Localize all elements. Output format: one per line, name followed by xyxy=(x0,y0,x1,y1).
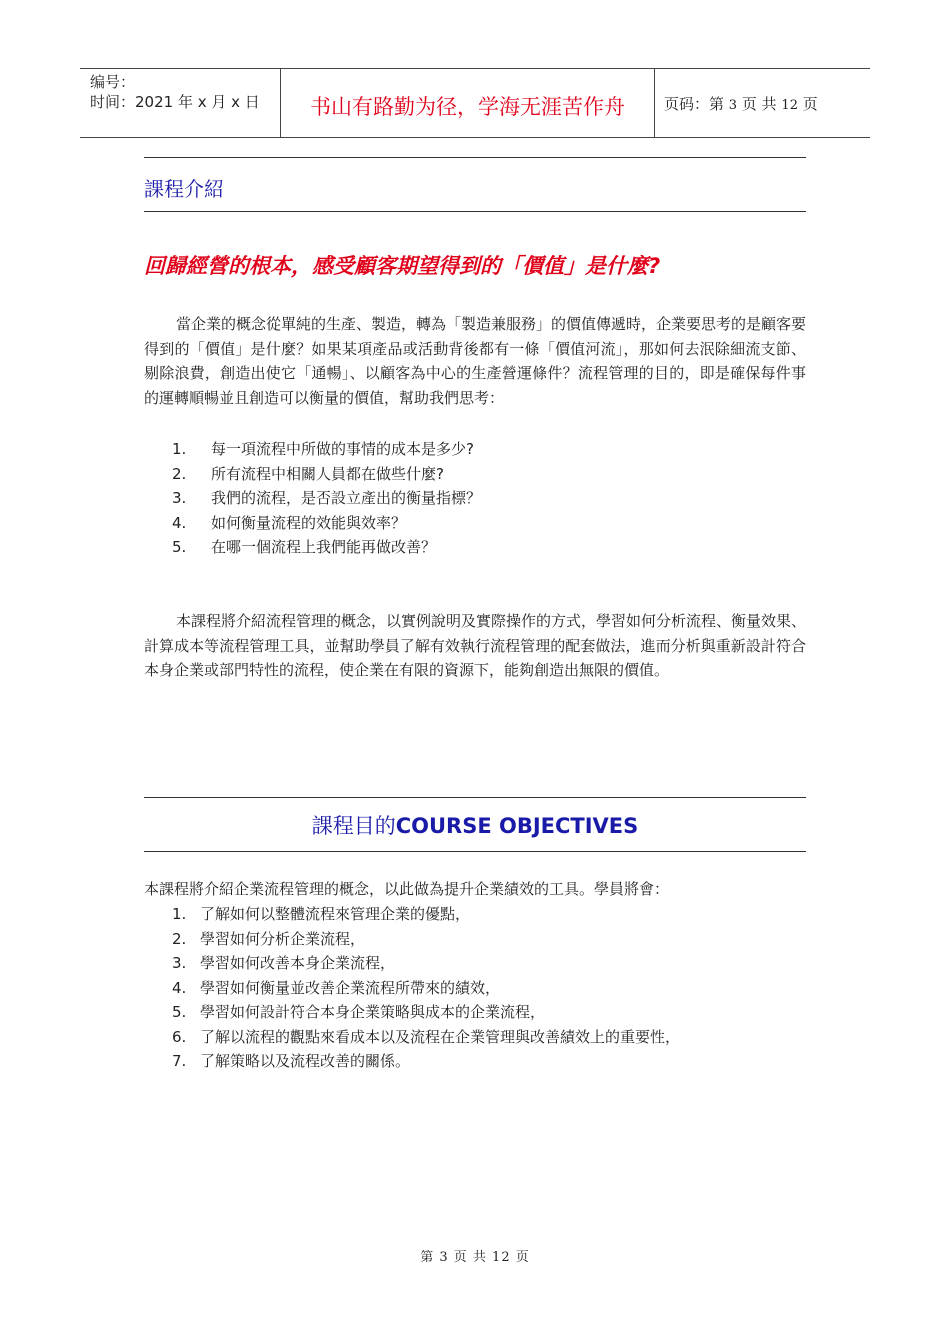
section-title-objectives xyxy=(144,810,806,840)
item-text: 了解如何以整體流程來管理企業的優點， xyxy=(200,905,471,923)
item-number: 5. xyxy=(172,1003,187,1021)
divider-line xyxy=(144,851,806,852)
item-text: 了解策略以及流程改善的關係。 xyxy=(200,1052,411,1070)
item-text: 每一項流程中所做的事情的成本是多少? xyxy=(211,440,474,458)
item-number: 2. xyxy=(172,929,187,948)
item-text: 了解以流程的觀點來看成本以及流程在企業管理與改善績效上的重要性， xyxy=(200,1027,681,1046)
page-suffix: 页 xyxy=(802,95,818,113)
item-text: 學習如何衡量並改善企業流程所帶來的績效， xyxy=(200,978,501,997)
course-description-paragraph: 本課程將介紹流程管理的概念，以實例說明及實際操作的方式，學習如何分析流程、衡量效果、計算成本等流程管理工具，並幫助學員了解有效執行流程管理的配套做法，進而分析與重新設計符合本身企業或部門特性的流程，使企業在有限的資源下，能夠創造出無限的價值。 xyxy=(144,612,807,679)
item-number: 7. xyxy=(172,1052,187,1070)
item-number: 2. xyxy=(172,464,187,483)
item-text: 所有流程中相關人員都在做些什麼? xyxy=(211,464,444,483)
item-text: 我們的流程，是否設立產出的衡量指標？ xyxy=(211,489,482,507)
page-footer: 第 3 页 共 12 页 xyxy=(420,1250,530,1265)
page-prefix: 页码：第 xyxy=(664,95,725,113)
slogan-heading: 回歸經營的根本，感受顧客期望得到的「價值」是什麼? xyxy=(144,254,661,278)
page-count-label xyxy=(664,93,818,114)
section-title-course-intro: 課程介紹 xyxy=(144,177,224,201)
divider-line xyxy=(144,211,806,212)
objectives-intro: 本課程將介紹企業流程管理的概念，以此做為提升企業績效的工具。學員將會： xyxy=(144,880,670,898)
item-number: 4. xyxy=(172,513,187,532)
objectives-title-en: COURSE OBJECTIVES xyxy=(395,814,639,838)
item-number: 1. xyxy=(172,905,187,923)
header-info-cell xyxy=(80,69,281,137)
item-text: 學習如何改善本身企業流程， xyxy=(200,954,396,972)
item-number: 6. xyxy=(172,1027,187,1046)
date-label: 时间：2021 年 x 月 x 日 xyxy=(90,93,260,111)
item-number: 3. xyxy=(172,954,187,972)
page-total: 12 xyxy=(781,98,798,113)
objectives-title-cn: 課程目的 xyxy=(311,814,396,838)
item-number: 1. xyxy=(172,440,187,458)
document-header xyxy=(80,68,870,138)
item-number: 5. xyxy=(172,538,187,556)
serial-number-label: 编号： xyxy=(90,73,136,91)
page-mid: 页 共 xyxy=(741,95,777,113)
divider-line xyxy=(144,157,806,158)
item-text: 學習如何設計符合本身企業策略與成本的企業流程， xyxy=(200,1003,546,1021)
motto-text: 书山有路勤为径，学海无涯苦作舟 xyxy=(310,95,625,119)
divider-line xyxy=(144,797,806,798)
header-motto-cell xyxy=(281,69,655,137)
page-number: 3 xyxy=(728,98,738,113)
item-text: 學習如何分析企業流程， xyxy=(200,929,366,948)
item-text: 在哪一個流程上我們能再做改善？ xyxy=(211,538,437,556)
item-number: 4. xyxy=(172,978,187,997)
item-text: 如何衡量流程的效能與效率？ xyxy=(211,513,407,532)
intro-paragraph: 當企業的概念從單純的生產、製造，轉為「製造兼服務」的價值傳遞時，企業要思考的是顧客要得到的「價值」是什麼？如果某項產品或活動背後都有一條「價值河流」，那如何去泯除細流支節、剔除浪費，創造出使它「通暢」、以顧客為中心的生產營運條件？流程管理的目的，即是確保每件事的運轉順暢並且創造可以衡量的價值，幫助我們思考： xyxy=(144,315,807,407)
item-number: 3. xyxy=(172,489,187,507)
